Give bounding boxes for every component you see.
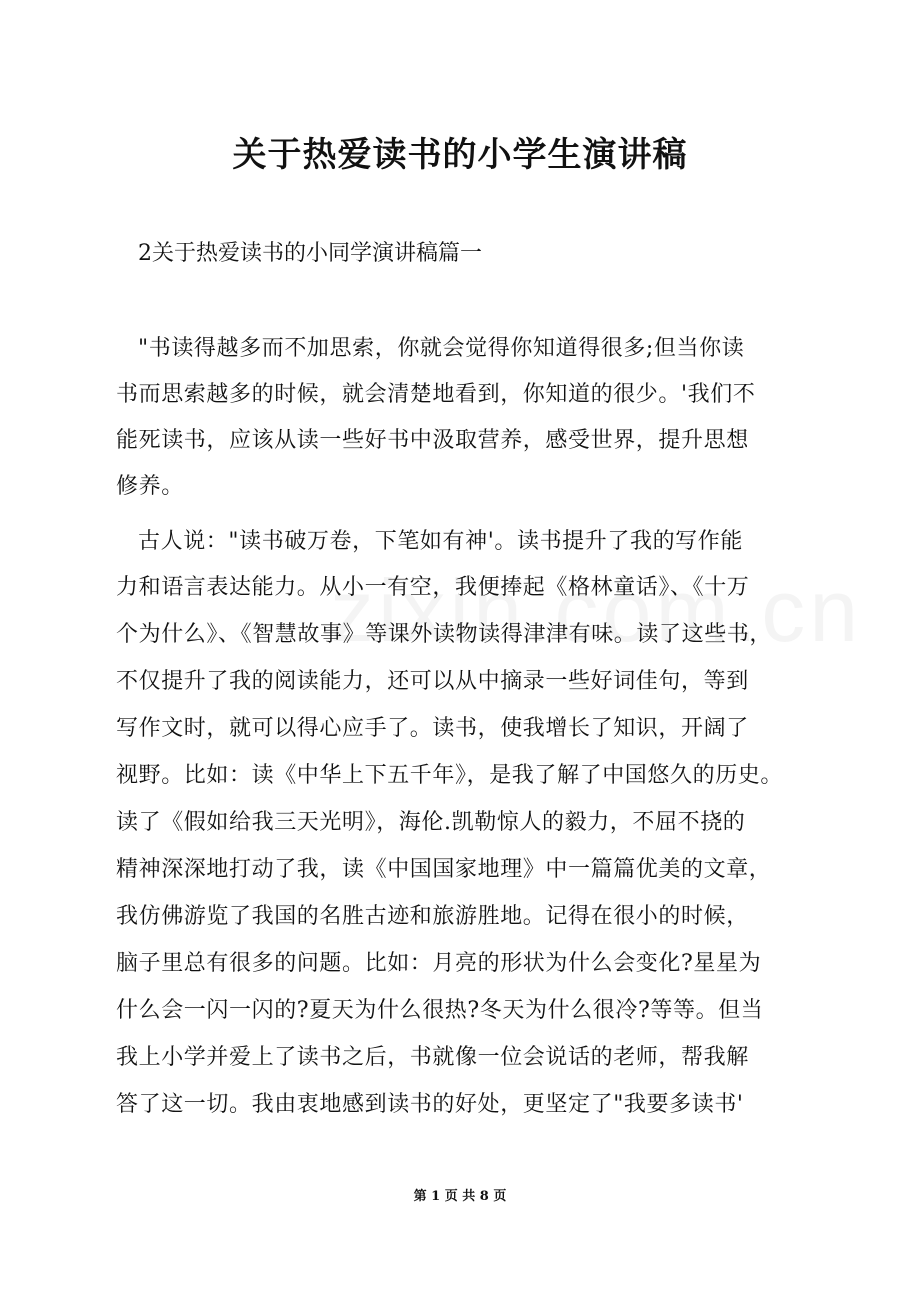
- paragraph-line: 力和语言表达能力。从小一有空，我便捧起《格林童话》、《十万: [116, 575, 750, 600]
- paragraph-line: 古人说："读书破万卷，下笔如有神'。读书提升了我的写作能: [138, 529, 743, 554]
- paragraph-line: 书而思索越多的时候，就会清楚地看到，你知道的很少。'我们不: [116, 382, 756, 407]
- paragraph-line: 精神深深地打动了我，读《中国国家地理》中一篇篇优美的文章，: [116, 857, 772, 882]
- paragraph-line: 视野。比如：读《中华上下五千年》，是我了解了中国悠久的历史。: [116, 763, 784, 788]
- paragraph-line: 我上小学并爱上了读书之后，书就像一位会说话的老师，帮我解: [116, 1045, 749, 1070]
- paragraph-line: 什么会一闪一闪的?夏天为什么很热?冬天为什么很冷?等等。但当: [116, 998, 764, 1023]
- document-title: 关于热爱读书的小学生演讲稿: [232, 135, 688, 175]
- paragraph-line: 脑子里总有很多的问题。比如：月亮的形状为什么会变化?星星为: [116, 951, 762, 976]
- paragraph-line: 能死读书，应该从读一些好书中汲取营养，感受世界，提升思想: [116, 428, 749, 453]
- section-subtitle: 2关于热爱读书的小同学演讲稿篇一: [138, 241, 482, 266]
- paragraph-line: 不仅提升了我的阅读能力，还可以从中摘录一些好词佳句，等到: [116, 669, 749, 694]
- paragraph-line: "书读得越多而不加思索，你就会觉得你知道得很多;但当你读: [138, 336, 745, 361]
- paragraph-line: 读了《假如给我三天光明》，海伦.凯勒惊人的毅力，不屈不挠的: [116, 810, 746, 835]
- paragraph-line: 写作文时，就可以得心应手了。读书，使我增长了知识，开阔了: [116, 716, 749, 741]
- paragraph-line: 我仿佛游览了我国的名胜古迹和旅游胜地。记得在很小的时候，: [116, 904, 749, 929]
- page-footer: 第 1 页 共 8 页: [413, 1189, 507, 1204]
- paragraph-line: 答了这一切。我由衷地感到读书的好处，更坚定了"我要多读书': [116, 1092, 744, 1117]
- paragraph-line: 个为什么》、《智慧故事》等课外读物读得津津有味。读了这些书，: [116, 622, 773, 647]
- paragraph-line: 修养。: [116, 474, 184, 499]
